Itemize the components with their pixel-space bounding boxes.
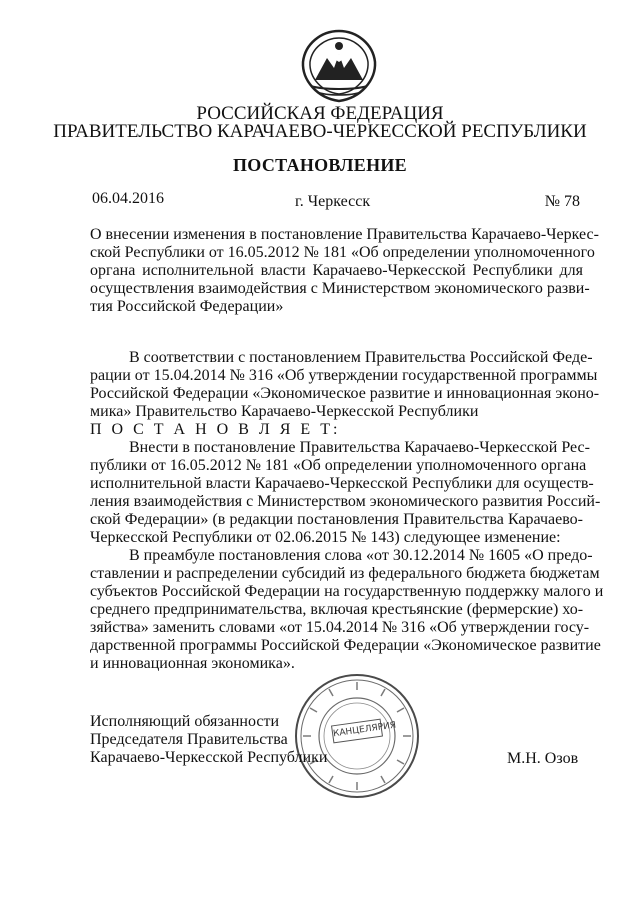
document-city: г. Черкесск bbox=[295, 193, 371, 210]
preamble-line: рации от 15.04.2014 № 316 «Об утверждении государственной программы bbox=[90, 367, 598, 384]
document-type-title: ПОСТАНОВЛЕНИЕ bbox=[233, 155, 407, 175]
seal-center-text: КАНЦЕЛЯРИЯ bbox=[331, 719, 383, 744]
subject-line: ской Республики от 16.05.2012 № 181 «Об определении уполномоченного bbox=[90, 244, 595, 261]
item1-line: исполнительной власти Карачаево-Черкесской Республики для осуществ- bbox=[90, 475, 594, 492]
subject-line: органа исполнительной власти Карачаево-Черкесской Республики для bbox=[90, 262, 583, 279]
item2-line: зяйства» заменить словами «от 15.04.2014 № 316 «Об утверждении госу- bbox=[90, 619, 590, 636]
item2-line: субъектов Российской Федерации на государственную поддержку малого и bbox=[90, 583, 604, 600]
subject-line: осуществления взаимодействия с Министерством экономического разви- bbox=[90, 280, 590, 297]
item1-line: публики от 16.05.2012 № 181 «Об определении уполномоченного органа bbox=[90, 457, 587, 474]
preamble-line: В соответствии с постановлением Правительства Российской Феде- bbox=[129, 349, 593, 366]
document-number: № 78 bbox=[544, 193, 580, 210]
item1-line: ской Федерации» (в редакции постановления Правительства Карачаево- bbox=[90, 511, 583, 528]
country-heading: РОССИЙСКАЯ ФЕДЕРАЦИЯ bbox=[196, 103, 444, 124]
preamble-line: Российской Федерации «Экономическое развитие и инновационная эконо- bbox=[90, 385, 600, 402]
item2-line: В преамбуле постановления слова «от 30.12.2014 № 1605 «О предо- bbox=[129, 547, 593, 564]
item2-line: и инновационная экономика». bbox=[90, 655, 295, 672]
republic-emblem-icon bbox=[297, 28, 381, 104]
signatory-position-line: Исполняющий обязанности bbox=[90, 713, 280, 730]
item1-line: Внести в постановление Правительства Карачаево-Черкесской Рес- bbox=[129, 439, 590, 456]
government-heading: ПРАВИТЕЛЬСТВО КАРАЧАЕВО-ЧЕРКЕССКОЙ РЕСПУБЛИКИ bbox=[53, 121, 587, 142]
item2-line: ставлении и распределении субсидий из федерального бюджета бюджетам bbox=[90, 565, 600, 582]
document-date: 06.04.2016 bbox=[92, 190, 164, 207]
item2-line: дарственной программы Российской Федерации «Экономическое развитие bbox=[90, 637, 601, 654]
subject-line: О внесении изменения в постановление Правительства Карачаево-Черкес- bbox=[90, 226, 599, 243]
signatory-position-line: Карачаево-Черкесской Республики bbox=[90, 749, 328, 766]
item1-line: Черкесской Республики от 02.06.2015 № 143) следующее изменение: bbox=[90, 529, 561, 546]
subject-line: тия Российской Федерации» bbox=[90, 298, 284, 315]
decree-word: П О С Т А Н О В Л Я Е Т: bbox=[90, 421, 341, 438]
item1-line: ления взаимодействия с Министерством экономического развития Россий- bbox=[90, 493, 601, 510]
preamble-line: мика» Правительство Карачаево-Черкесской Республики bbox=[90, 403, 479, 420]
signatory-position-line: Председателя Правительства bbox=[90, 731, 288, 748]
item2-line: среднего предпринимательства, включая крестьянские (фермерские) хо- bbox=[90, 601, 584, 618]
signatory-name: М.Н. Озов bbox=[507, 750, 579, 767]
